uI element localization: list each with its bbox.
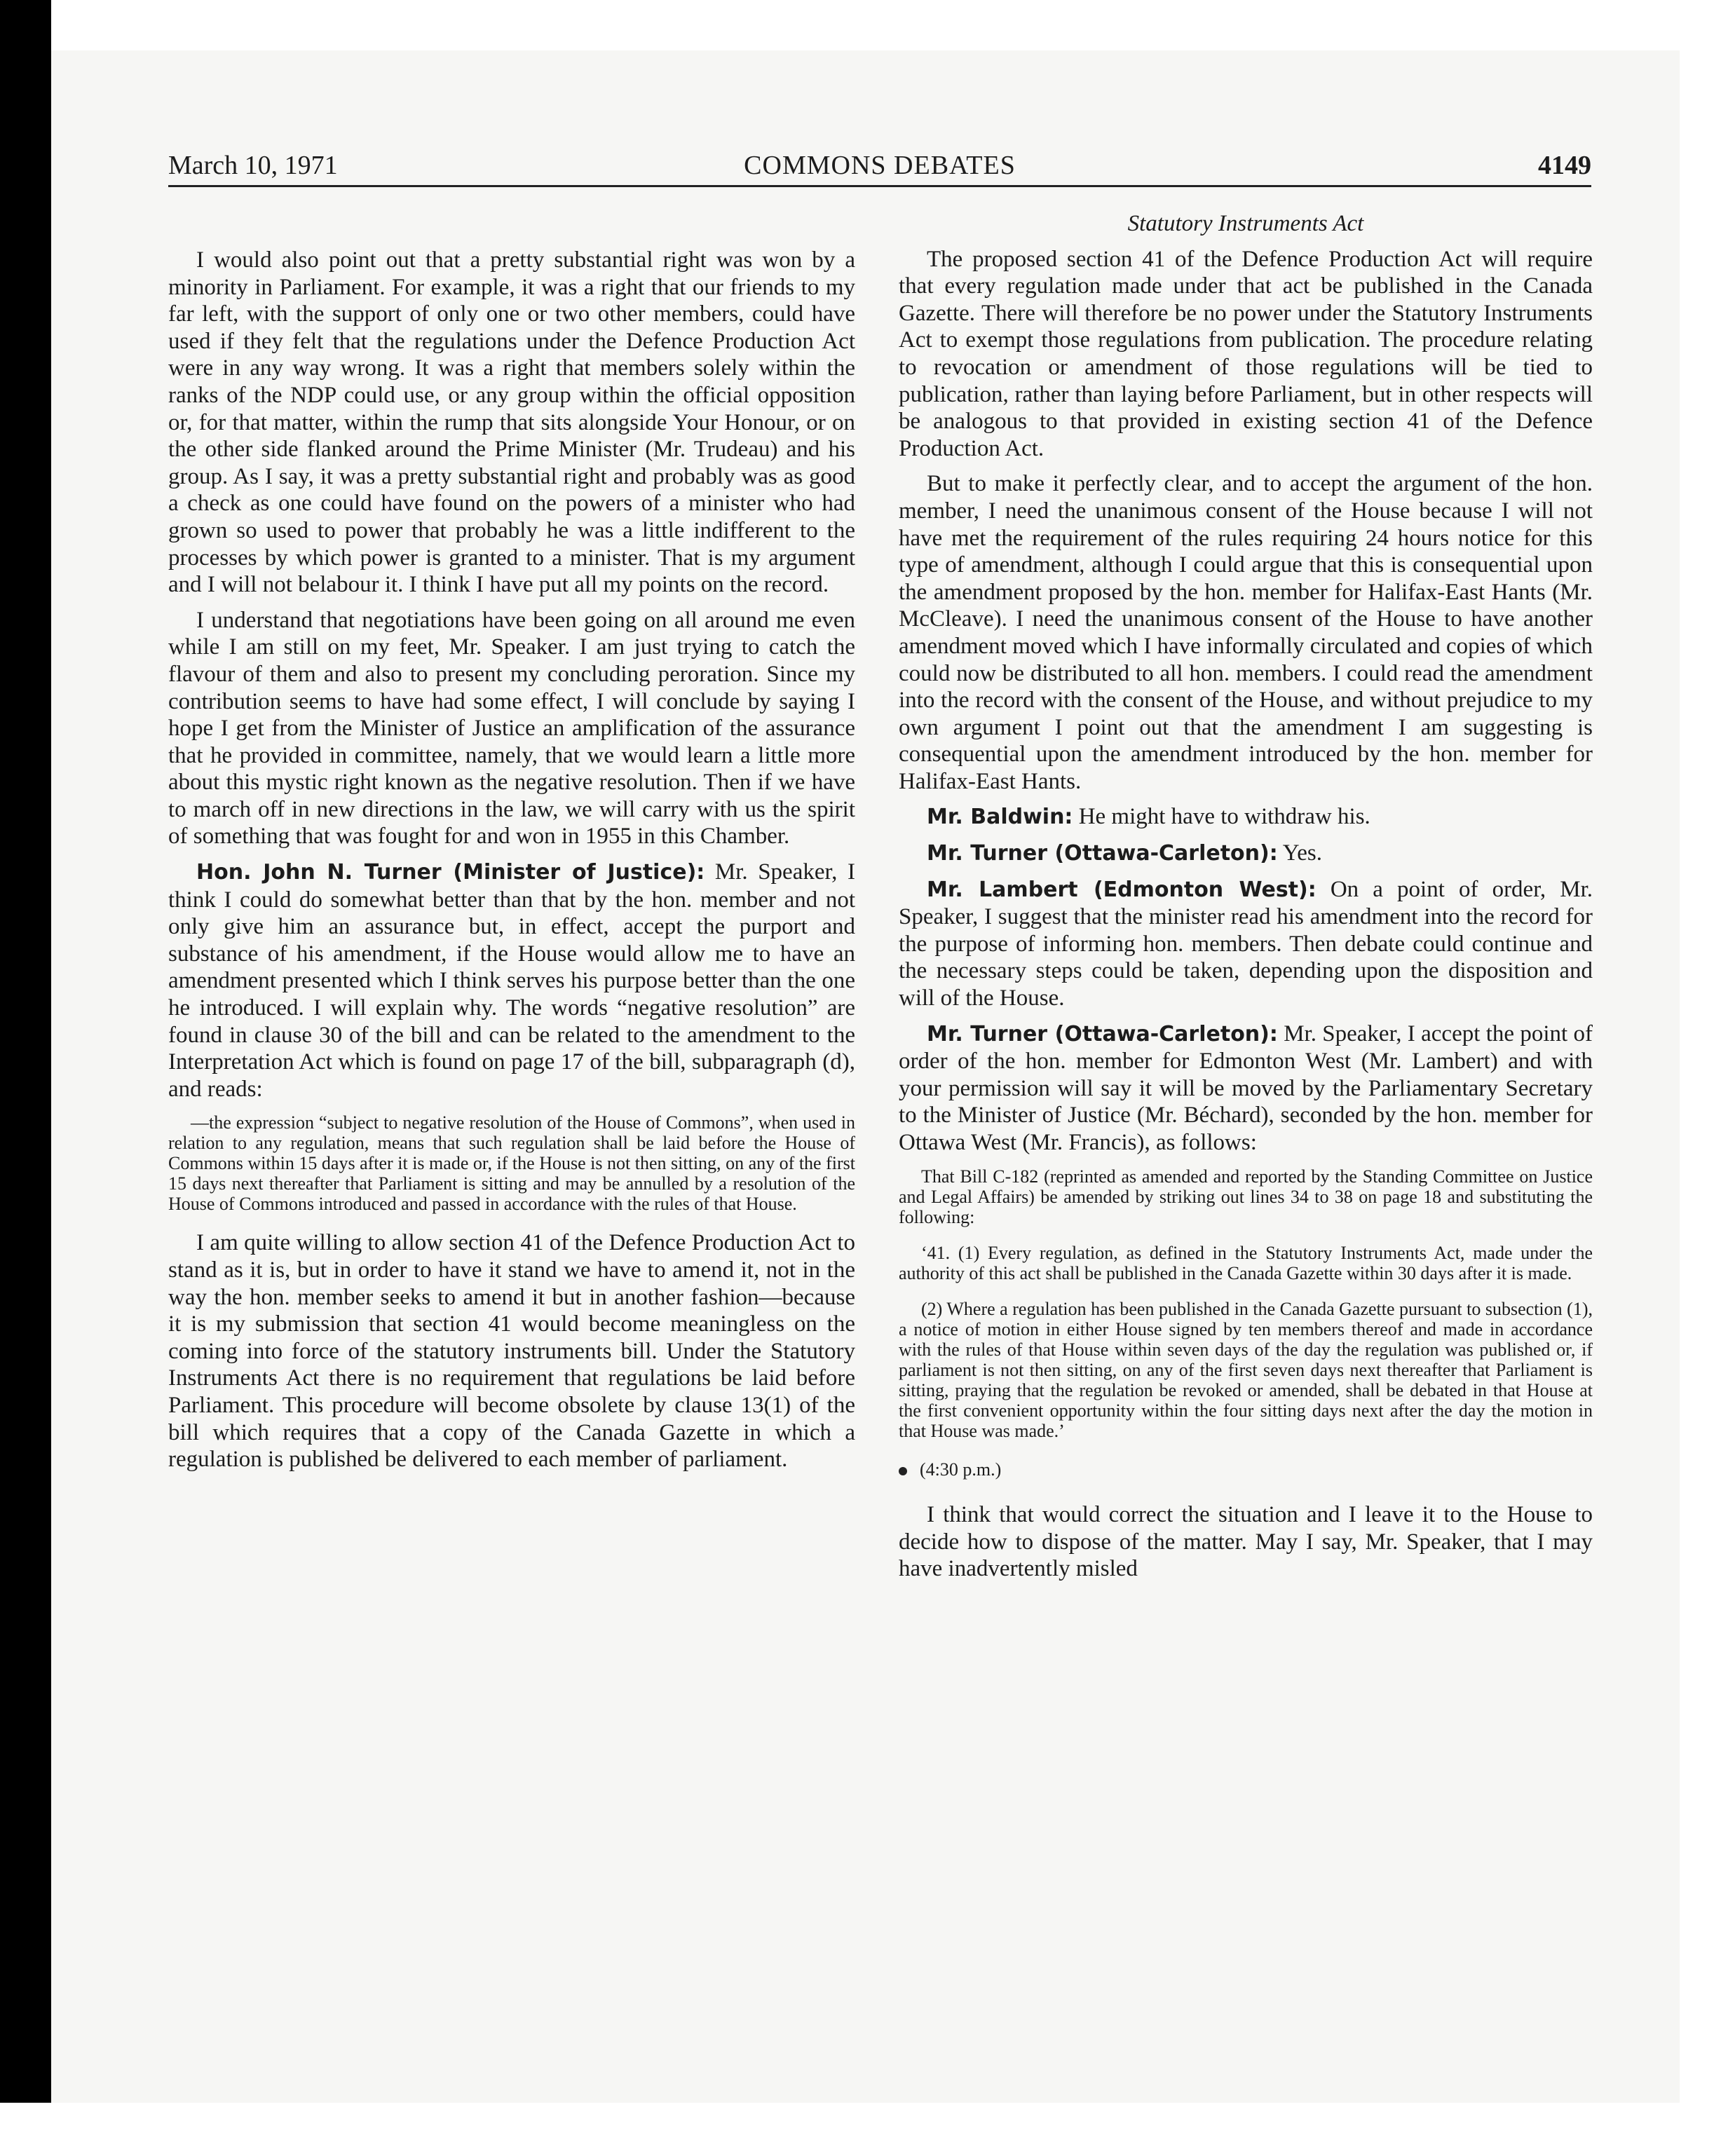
paragraph: I would also point out that a pretty substantial right was won by a minority in Parliament. For example, it was a right that our friends to my far left, with the support of only one or two other members, could have used if they felt that the regulations under the Defence Production Act were in any way wrong. It was a right that members solely within the ranks of the NDP could use, or any group within the official opposition or, for that matter, within the rump that sits alongside Your Honour, or on the other side flanked around the Prime Minister (Mr. Trudeau) and his group. As I say, it was a pretty substantial right and probably was as good a check as one could have found on the powers of a minister who had grown so used to power that probably he was a little indifferent to the processes by which power is granted to a minister. That is my argument and I will not belabour it. I think I have put all my points on the record. <box>168 247 855 598</box>
speaker-name: Mr. Lambert (Edmonton West): <box>927 877 1316 902</box>
speaker-name: Hon. John N. Turner (Minister of Justice): <box>196 860 705 885</box>
time-text: (4:30 p.m.) <box>920 1459 1002 1480</box>
speech-text: Mr. Speaker, I accept the point of order of the hon. member for Edmonton West (Mr. Lambert) and with your permission will say it will be moved by the Parliamentary Secretary to the Minister of Justice (Mr. Béchard), seconded by the hon. member for Ottawa West (Mr. Francis), as follows: <box>899 1021 1593 1155</box>
speech-text: He might have to withdraw his. <box>1073 804 1370 830</box>
bullet-icon <box>899 1467 907 1475</box>
scan-edge <box>0 0 51 2156</box>
quoted-clause: ‘41. (1) Every regulation, as defined in the Statutory Instruments Act, made under the authority of this act shall be published in the Canada Gazette within 30 days after it is made. <box>899 1242 1593 1283</box>
paragraph: The proposed section 41 of the Defence Production Act will require that every regulation made under that act be published in the Canada Gazette. There will therefore be no power under the Statutory Instruments Act to exempt those regulations from publication. The procedure relating to revocation or amendment of those regulations will be tied to publication, rather than laying before Parliament, but in other respects will be analogous to that provided in existing section 41 of the Defence Production Act. <box>899 246 1593 461</box>
section-heading: Statutory Instruments Act <box>1127 211 1364 236</box>
speech-paragraph <box>899 1021 1593 1157</box>
publication-title: COMMONS DEBATES <box>744 151 1016 180</box>
quoted-motion: That Bill C-182 (reprinted as amended and reported by the Standing Committee on Justice and Legal Affairs) be amended by striking out lines 34 to 38 on page 18 and substituting the following: <box>899 1166 1593 1227</box>
left-column <box>168 247 855 1473</box>
quoted-clause: (2) Where a regulation has been published in the Canada Gazette pursuant to subsection (1), a notice of motion in either House signed by ten members thereof and made in accordance with the rules of that House within seven days of the day the regulation was published or, if parliament is not then sitting, on any of the first seven days next thereafter that Parliament is sitting, praying that the regulation be revoked or amended, shall be debated in that House at the first convenient opportunity within the four sitting days next after the day the motion in that House was made.’ <box>899 1298 1593 1441</box>
right-column <box>899 210 1593 1583</box>
speech-paragraph <box>899 876 1593 1012</box>
quoted-clause: —the expression “subject to negative resolution of the House of Commons”, when used in relation to any regulation, means that such regulation shall be laid before the House of Commons within 15 days after it is made or, if the House is not then sitting, on any of the first 15 days next thereafter that Parliament is sitting and may be annulled by a resolution of the House of Commons introduced and passed in accordance with the rules of that House. <box>168 1112 855 1215</box>
paragraph: But to make it perfectly clear, and to accept the argument of the hon. member, I need the unanimous consent of the House because I will not have met the requirement of the rules requiring 24 hours notice for this type of amendment, although I could argue that this is consequential upon the amendment proposed by the hon. member for Halifax-East Hants (Mr. McCleave). I need the unanimous consent of the House to have another amendment moved which I have informally circulated and copies of which could now be distributed to all hon. members. I could read the amendment into the record with the consent of the House, and without prejudice to my own argument I point out that the amendment I am suggesting is consequential upon the amendment introduced by the hon. member for Halifax-East Hants. <box>899 471 1593 794</box>
speech-paragraph <box>168 859 855 1103</box>
speaker-name: Mr. Turner (Ottawa-Carleton): <box>927 841 1278 866</box>
speaker-name: Mr. Turner (Ottawa-Carleton): <box>927 1021 1278 1046</box>
speech-text: Yes. <box>1277 840 1323 866</box>
running-header <box>168 149 1591 187</box>
paragraph: I am quite willing to allow section 41 of the Defence Production Act to stand as it is, but in order to have it stand we have to amend it, not in the way the hon. member seeks to amend it but in another fashion—because it is my submission that section 41 would become meaningless on the coming into force of the statutory instruments bill. Under the Statutory Instruments Act there is no requirement that regulations be laid before Parliament. This procedure will become obsolete by clause 13(1) of the bill which requires that a copy of the Canada Gazette in which a regulation is published be delivered to each member of parliament. <box>168 1230 855 1473</box>
page-number: 4149 <box>1538 151 1591 180</box>
speech-text: On a point of order, Mr. Speaker, I suggest that the minister read his amendment into the record for the purpose of informing hon. members. Then debate could continue and the necessary steps could be taken, depending upon the disposition and will of the House. <box>899 876 1593 1011</box>
paragraph: I think that would correct the situation and I leave it to the House to decide how to dispose of the matter. May I say, Mr. Speaker, that I may have inadvertently misled <box>899 1502 1593 1582</box>
speaker-name: Mr. Baldwin: <box>927 805 1073 830</box>
header-date: March 10, 1971 <box>168 151 338 180</box>
speech-paragraph <box>899 803 1593 831</box>
speech-paragraph <box>899 840 1593 868</box>
paragraph: I understand that negotiations have been going on all around me even while I am still on my feet, Mr. Speaker. I am just trying to catch the flavour of them and also to present my concluding peroration. Since my contribution seems to have had some effect, I will conclude by saying I hope I get from the Minister of Justice an amplification of the assurance that he provided in committee, namely, that we would learn a little more about this mystic right known as the negative resolution. Then if we have to march off in new directions in the law, we will carry with us the spirit of something that was fought for and won in 1955 in this Chamber. <box>168 607 855 850</box>
scan-bottom-margin <box>0 2103 1735 2156</box>
speech-text: Mr. Speaker, I think I could do somewhat better than that by the hon. member and not only give him an assurance but, in effect, accept the purport and substance of his amendment, if the House would allow me to have an amendment presented which I think serves his purpose better than the one he introduced. I will explain why. The words “negative resolution” are found in clause 30 of the bill and can be related to the amendment to the Interpretation Act which is found on page 17 of the bill, subparagraph (d), and reads: <box>168 859 855 1102</box>
time-marker <box>899 1456 1593 1484</box>
